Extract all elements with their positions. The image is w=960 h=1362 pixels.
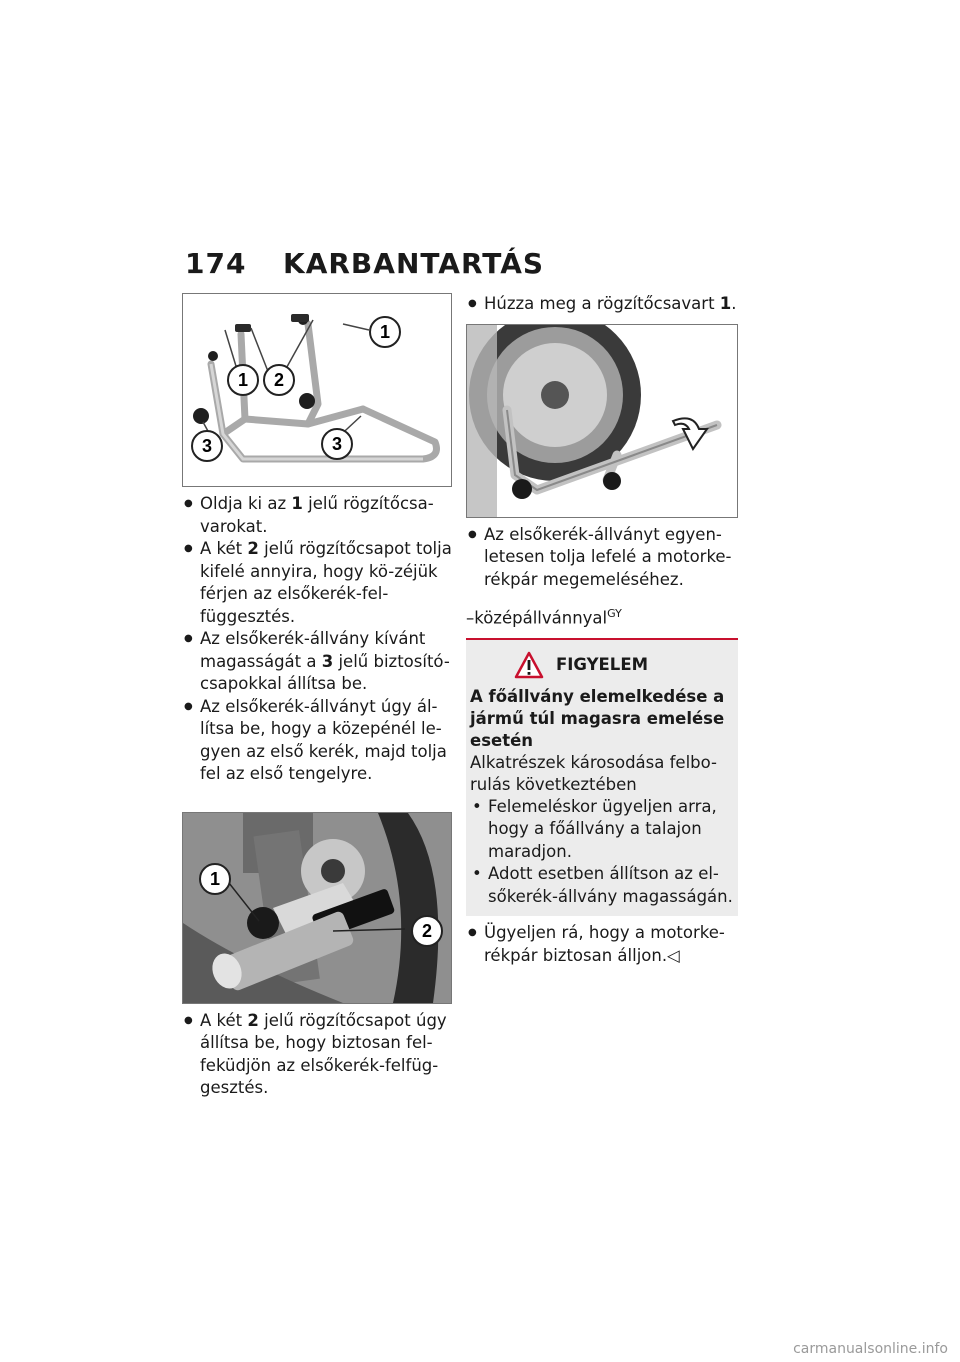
left-steps-a	[182, 493, 452, 786]
left-column	[182, 293, 452, 1100]
list-item: ● Oldja ki az 1 jelű rögzítőcsa-varokat.	[182, 493, 452, 538]
end-mark-icon: ◁	[667, 945, 680, 965]
fig2-callout-1: 1	[209, 868, 221, 889]
right-steps-a	[466, 293, 738, 316]
page-number: 174	[185, 246, 247, 280]
list-item: • Felemeléskor ügyeljen arra, hogy a főállvány a talajon maradjon.	[470, 796, 734, 864]
warning-header	[470, 650, 734, 680]
fig1-callout-4: 3	[201, 436, 213, 456]
option-superscript: GY	[607, 607, 622, 620]
list-item: ● Ügyeljen rá, hogy a motorke-rékpár biztosan álljon.◁	[466, 922, 738, 967]
list-item: ● Az elsőkerék-állvány kívánt magasságát a 3 jelű biztosító-csapokkal állítsa be.	[182, 628, 452, 696]
option-line: –középállvánnyal$^{GY}$	[466, 607, 622, 628]
fig1-callout-1: 1	[237, 370, 249, 390]
list-item: ● A két 2 jelű rögzítőcsapot úgy állítsa be, hogy biztosan fel-feküdjön az elsőkerék-felfüg-gesztés.	[182, 1010, 452, 1100]
warning-subtitle: A főállvány elemelkedése a jármű túl magasra emelése esetén	[470, 686, 725, 750]
warning-triangle-icon	[514, 651, 544, 679]
left-steps-b	[182, 1010, 452, 1100]
watermark-footer: carmanualsonline.info	[793, 1341, 948, 1357]
list-item: ● Az elsőkerék-állványt egyen-letesen tolja lefelé a motorke-rékpár megemeléséhez.	[466, 524, 738, 592]
right-steps-b	[466, 524, 738, 592]
list-item: ● Húzza meg a rögzítőcsavart 1.	[466, 293, 738, 316]
list-item: ● Az elsőkerék-állványt úgy ál-lítsa be, hogy a közepénél le-gyen az első kerék, majd tolja fel az első tengelyre.	[182, 696, 452, 786]
warning-title: FIGYELEM	[556, 655, 649, 674]
fig1-callout-3: 1	[379, 322, 391, 342]
chapter-title: KARBANTARTÁS	[283, 246, 545, 280]
warning-box	[466, 638, 738, 917]
right-column	[466, 293, 738, 967]
list-item: ● A két 2 jelű rögzítőcsapot tolja kifelé annyira, hogy kö-zéjük férjen az elsőkerék-fel-függesztés.	[182, 538, 452, 628]
front-axle-pins-figure	[182, 812, 452, 1004]
stand-overview-figure	[182, 293, 452, 487]
page-header	[185, 243, 544, 283]
fig1-callout-2: 2	[273, 370, 285, 390]
warning-list	[470, 796, 734, 909]
lift-motorcycle-figure	[466, 324, 738, 518]
fig1-callout-5: 3	[331, 434, 343, 454]
warning-text: Alkatrészek károsodása felbo-rulás következtében	[470, 752, 717, 794]
right-steps-c	[466, 922, 738, 967]
list-item: • Adott esetben állítson az el-sőkerék-állvány magasságán.	[470, 863, 734, 908]
fig2-callout-2: 2	[421, 920, 433, 941]
